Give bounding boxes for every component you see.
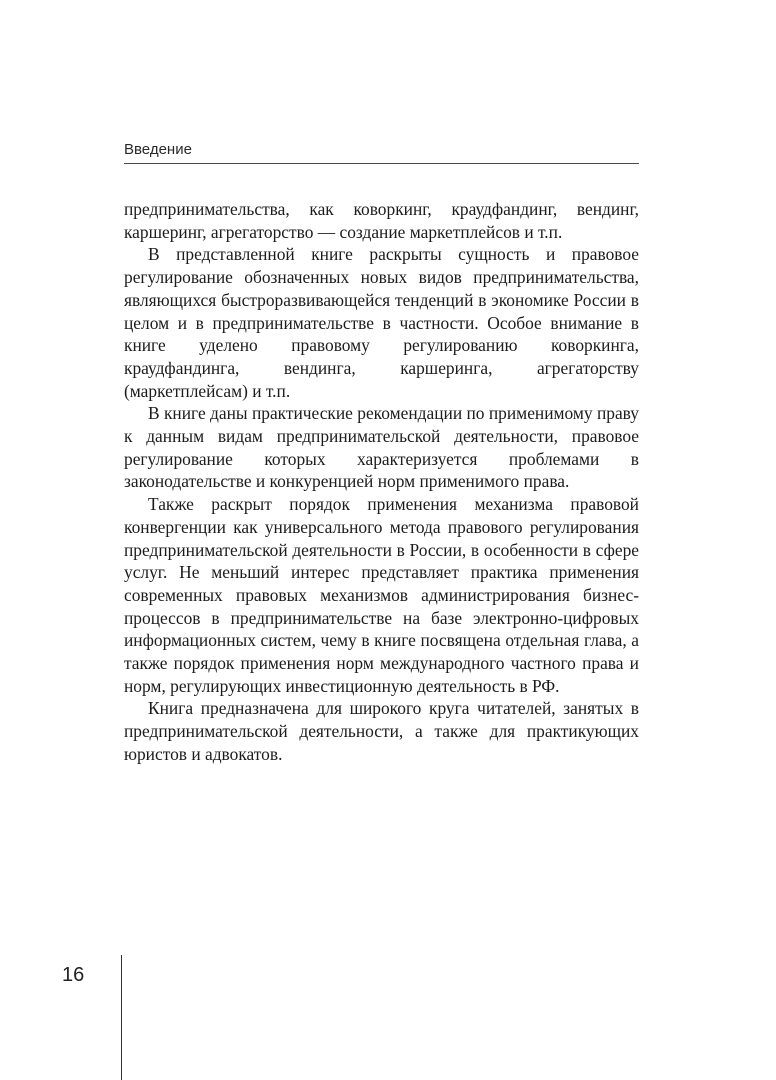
- paragraph: Книга предназначена для широкого круга читателей, занятых в предпринимательской деятельности, а также для практикующих юристов и адвокатов.: [124, 698, 639, 764]
- running-head: Введение: [124, 141, 192, 158]
- header-rule: [124, 163, 639, 164]
- body-text: [124, 198, 639, 766]
- margin-rule: [121, 955, 122, 1080]
- paragraph: В книге даны практические рекомендации по применимому праву к данным видам предпринимательской деятельности, правовое регулирование которых характеризуется проблемами в законодательстве и конкуренцией норм применимого права.: [124, 403, 639, 492]
- page-number: 16: [62, 964, 85, 986]
- paragraph: В представленной книге раскрыты сущность и правовое регулирование обозначенных новых видов предпринимательства, являющихся быстроразвивающейся тенденций в экономике России в целом и в предпринимательстве в частности. Особое внимание в книге уделено правовому регулированию коворкинга, краудфандинга, вендинга, каршеринга, агрегаторству (маркетплейсам) и т.п.: [124, 244, 639, 401]
- paragraph: Также раскрыт порядок применения механизма правовой конвергенции как универсального метода правового регулирования предпринимательской деятельности в России, в особенности в сфере услуг. Не меньший интерес представляет практика применения современных правовых механизмов администрирования бизнес-процессов в предпринимательстве на базе электронно-цифровых информационных систем, чему в книге посвящена отдельная глава, а также порядок применения норм международного частного права и норм, регулирующих инвестиционную деятельность в РФ.: [124, 494, 639, 696]
- paragraph-continued: предпринимательства, как коворкинг, краудфандинг, вендинг, каршеринг, агрегаторство — создание маркетплейсов и т.п.: [124, 199, 639, 242]
